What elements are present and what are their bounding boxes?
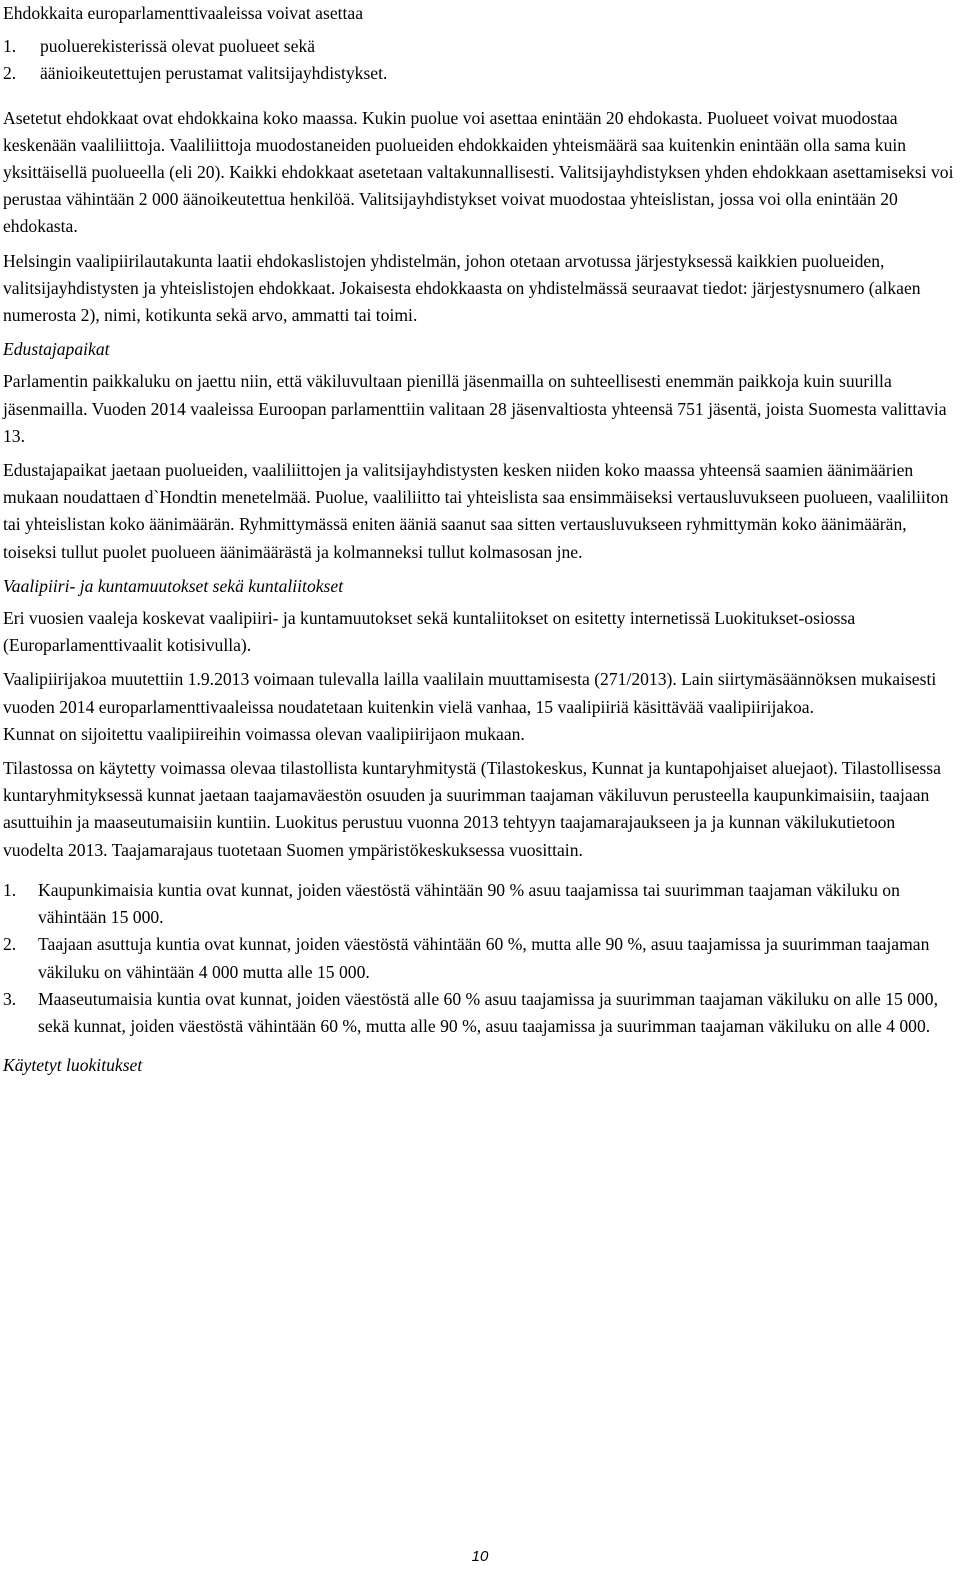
list-item-text: Taajaan asuttuja kuntia ovat kunnat, joiden väestöstä vähintään 60 %, mutta alle 90 %, asuu taajamissa ja suurimman taajaman väkiluku on vähintään 4 000 mutta alle 15 000. (38, 934, 930, 982)
statistics-paragraph: Tilastossa on käytetty voimassa olevaa tilastollista kuntaryhmitystä (Tilastokeskus, Kunnat ja kuntapohjaiset aluejaot). Tilastollisessa kuntaryhmityksessä kunnat jaetaan taajamaväestön osuuden ja suurimman taajaman väkiluvun perusteella kaupunkimaisiin, taajaan asuttuihin ja maaseutumaisiin kuntiin. Luokitus perustuu vuonna 2013 tehtyyn taajamarajaukseen ja ja kunnan väkilukutietoon vuodelta 2013. Taajamarajaus tuotetaan Suomen ympäristökeskuksessa vuosittain. (3, 758, 941, 860)
list-item-text: äänioikeutettujen perustamat valitsijayhdistykset. (40, 63, 388, 84)
list-item (3, 877, 958, 931)
document-page (3, 0, 958, 1079)
changes-paragraph: Eri vuosien vaaleja koskevat vaalipiiri- ja kuntamuutokset sekä kuntaliitokset on esitetty internetissä Luokitukset-osiossa (Europarlamenttivaalit kotisivulla). (3, 608, 856, 656)
list-item-number: 1. (3, 36, 17, 57)
list-item (3, 931, 958, 985)
section-heading-seats: Edustajapaikat (3, 339, 110, 360)
page-number: 10 (471, 1548, 489, 1565)
section-heading-changes: Vaalipiiri- ja kuntamuutokset sekä kuntaliitokset (3, 575, 344, 596)
list-item (3, 986, 958, 1040)
list-item-text: Maaseutumaisia kuntia ovat kunnat, joiden väestöstä alle 60 % asuu taajamissa ja suurimman taajaman väkiluku on alle 15 000, sekä kunnat, joiden väestöstä vähintään 60 %, mutta alle 90 %, asuu taajamissa ja suurimman taajaman väkiluku on alle 4 000. (38, 988, 938, 1036)
intro-text: Ehdokkaita europarlamenttivaaleissa voivat asettaa (3, 3, 364, 23)
list-item (3, 33, 958, 60)
list-item-number: 3. (3, 988, 17, 1009)
list-item-text: puoluerekisterissä olevat puolueet sekä (40, 36, 316, 57)
seats-paragraph-1: Parlamentin paikkaluku on jaettu niin, että väkiluvultaan pienillä jäsenmailla on suhteellisesti enemmän paikkoja kuin suurilla jäsenmailla. Vuoden 2014 vaaleissa Euroopan parlamenttiin valitaan 28 jäsenvaltiosta yhteensä 751 jäsentä, joista Suomesta valittavia 13. (3, 371, 947, 446)
section-heading-classifications: Käytetyt luokitukset (3, 1055, 143, 1076)
district-paragraph-2: Kunnat on sijoitettu vaalipiireihin voimassa olevan vaalipiirijaon mukaan. (3, 723, 525, 744)
list-item (3, 60, 958, 87)
nominator-list (3, 33, 958, 87)
municipality-group-list (3, 877, 958, 1040)
candidates-paragraph: Asetetut ehdokkaat ovat ehdokkaina koko maassa. Kukin puolue voi asettaa enintään 20 ehdokasta. Puolueet voivat muodostaa keskenään vaaliliittoja. Vaaliliittoja muodostaneiden puolueiden ehdokkaiden yhteismäärä saa kuitenkin enintään olla sama kuin yksittäisellä puolueella (eli 20). Kaikki ehdokkaat asetetaan valtakunnallisesti. Valitsijayhdistyksen yhden ehdokkaan asettamiseksi voi perustaa vähintään 2 000 äänoikeutettua henkilöä. Valitsijayhdistykset voivat muodostaa yhteislistan, jossa voi olla enintään 20 ehdokasta. (3, 107, 954, 237)
list-item-number: 2. (3, 934, 17, 955)
seats-paragraph-2: Edustajapaikat jaetaan puolueiden, vaaliliittojen ja valitsijayhdistysten kesken niiden koko maassa yhteensä saamien äänimäärien mukaan noudattaen d`Hondtin menetelmää. Puolue, vaaliliitto tai yhteislista saa ensimmäiseksi vertausluvukseen puolueen, vaaliliiton tai yhteislistan koko äänimäärän. Ryhmittymässä eniten ääniä saanut saa sitten vertausluvukseen ryhmittymän koko äänimäärän, toiseksi tullut puolet puolueen äänimäärästä ja kolmanneksi tullut kolmasosan jne. (3, 460, 949, 562)
district-paragraph-1: Vaalipiirijakoa muutettiin 1.9.2013 voimaan tulevalla lailla vaalilain muuttamisesta (271/2013). Lain siirtymäsäännöksen mukaisesti vuoden 2014 europarlamenttivaaleissa noudatetaan kuitenkin vielä vanhaa, 15 vaalipiiriä käsittävää vaalipiirijakoa. (3, 669, 937, 717)
list-item-number: 2. (3, 63, 17, 84)
helsinki-paragraph: Helsingin vaalipiirilautakunta laatii ehdokaslistojen yhdistelmän, johon otetaan arvotussa järjestyksessä kaikkien puolueiden, valitsijayhdistysten ja yhteislistojen ehdokkaat. Jokaisesta ehdokkaasta on yhdistelmässä seuraavat tiedot: järjestysnumero (alkaen numerosta 2), nimi, kotikunta sekä arvo, ammatti tai toimi. (3, 250, 921, 326)
list-item-text: Kaupunkimaisia kuntia ovat kunnat, joiden väestöstä vähintään 90 % asuu taajamissa tai suurimman taajaman väkiluku on vähintään 15 000. (38, 879, 900, 928)
list-item-number: 1. (3, 879, 17, 900)
